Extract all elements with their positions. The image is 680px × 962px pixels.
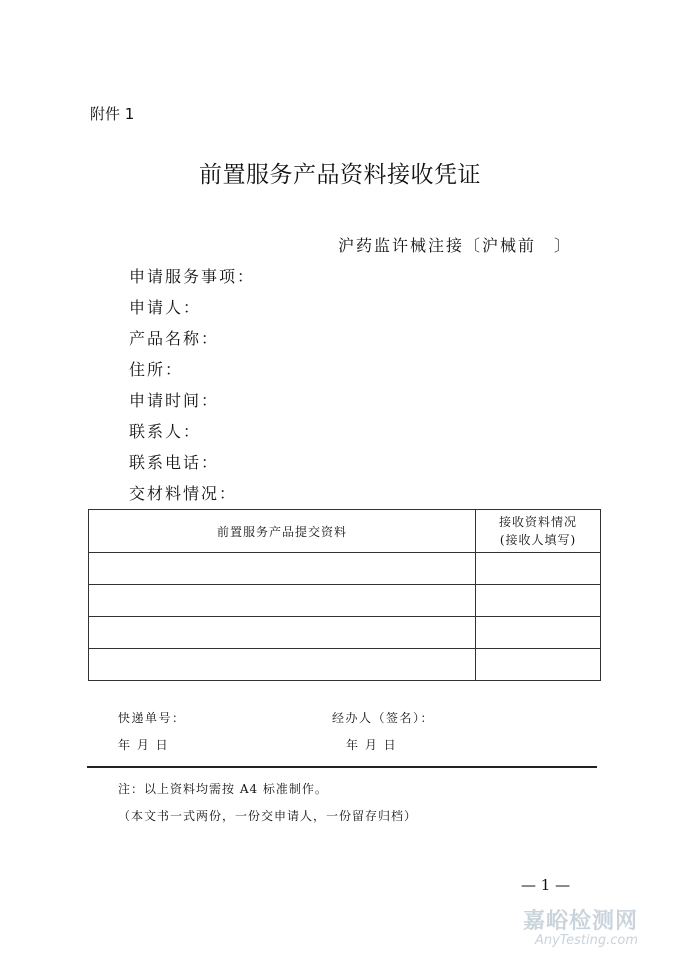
field-apply-time: 申请时间： (129, 391, 220, 410)
table-header-row (89, 510, 601, 553)
table-cell[interactable] (89, 617, 476, 649)
table-row (89, 649, 601, 681)
page-number: — 1 — (521, 876, 571, 894)
table-cell[interactable] (89, 585, 476, 617)
table-row (89, 617, 601, 649)
table-header-submitted: 前置服务产品提交资料 (89, 510, 476, 553)
watermark-url: AnyTesting.com (534, 933, 639, 948)
divider (87, 766, 597, 768)
field-contact: 联系人： (129, 422, 202, 441)
note-a4: 注：以上资料均需按 A4 标准制作。 (118, 782, 328, 796)
field-materials: 交材料情况： (129, 484, 238, 503)
field-address: 住所： (129, 360, 184, 379)
page-title: 前置服务产品资料接收凭证 (199, 162, 481, 188)
table-row (89, 553, 601, 585)
table-header-received-line2: (接收人填写) (499, 533, 577, 547)
attachment-label: 附件 1 (90, 105, 135, 123)
table-cell[interactable] (476, 585, 601, 617)
note-copies: （本文书一式两份，一份交申请人，一份留存归档） (118, 809, 418, 823)
table-cell[interactable] (89, 553, 476, 585)
materials-table (88, 509, 601, 681)
date-right: 年 月 日 (346, 738, 398, 752)
table-row (89, 585, 601, 617)
watermark-brand: 嘉峪检测网 (523, 909, 639, 934)
watermark (523, 904, 638, 948)
table-cell[interactable] (476, 553, 601, 585)
table-header-received (476, 510, 601, 553)
handler-signature-label: 经办人（签名）： (332, 711, 435, 725)
table-cell[interactable] (89, 649, 476, 681)
date-left: 年 月 日 (118, 738, 170, 752)
table-cell[interactable] (476, 617, 601, 649)
table-cell[interactable] (476, 649, 601, 681)
field-applicant: 申请人： (129, 298, 202, 317)
field-phone: 联系电话： (129, 453, 220, 472)
field-service-item: 申请服务事项： (129, 267, 256, 286)
express-number-label: 快递单号： (118, 711, 186, 725)
document-number: 沪药监许械注接〔沪械前 〕 (338, 236, 573, 255)
table-header-received-line1: 接收资料情况 (498, 515, 577, 529)
field-product-name: 产品名称： (129, 329, 220, 348)
